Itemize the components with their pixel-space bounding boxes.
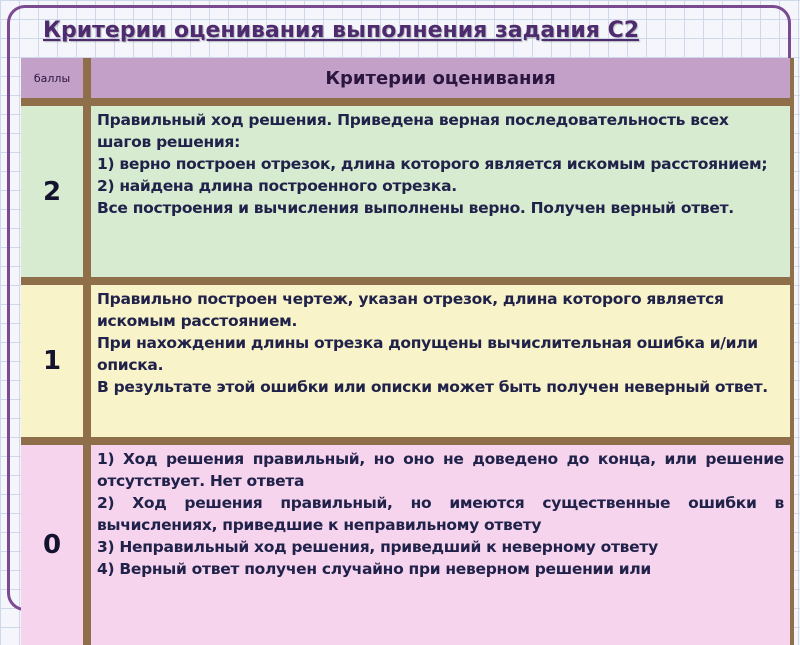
criteria-line: При нахождении длины отрезка допущены вычислительная ошибка и/или описка. (97, 334, 758, 374)
header-criteria: Критерии оценивания (91, 58, 790, 98)
score-2: 2 (21, 106, 83, 277)
criteria-line: 4) Верный ответ получен случайно при неверном решении или (97, 560, 651, 578)
criteria-text-score-1 (91, 285, 790, 437)
criteria-line: 1) Ход решения правильный, но оно не доведено до конца, или решение отсутствует. Нет ответа (97, 450, 784, 490)
slide-title: Критерии оценивания выполнения задания С2 (43, 18, 640, 43)
criteria-line: 1) верно построен отрезок, длина которого является искомым расстоянием; (97, 155, 768, 173)
criteria-line: В результате этой ошибки или описки может быть получен неверный ответ. (97, 378, 768, 396)
score-0: 0 (21, 445, 83, 645)
criteria-text-score-0 (91, 445, 790, 645)
score-1: 1 (21, 285, 83, 437)
criteria-text-score-2 (91, 106, 790, 277)
criteria-line: Правильно построен чертеж, указан отрезок, длина которого является искомым расстоянием. (97, 290, 724, 330)
criteria-line: 3) Неправильный ход решения, приведший к неверному ответу (97, 538, 658, 556)
criteria-line: Правильный ход решения. Приведена верная последовательность всех шагов решения: (97, 111, 729, 151)
criteria-table (21, 58, 794, 645)
header-score: баллы (21, 58, 83, 98)
criteria-line: Все построения и вычисления выполнены верно. Получен верный ответ. (97, 199, 734, 217)
criteria-line: 2) найдена длина построенного отрезка. (97, 177, 457, 195)
criteria-line: 2) Ход решения правильный, но имеются существенные ошибки в вычислениях, приведшие к неправильному ответу (97, 494, 784, 534)
